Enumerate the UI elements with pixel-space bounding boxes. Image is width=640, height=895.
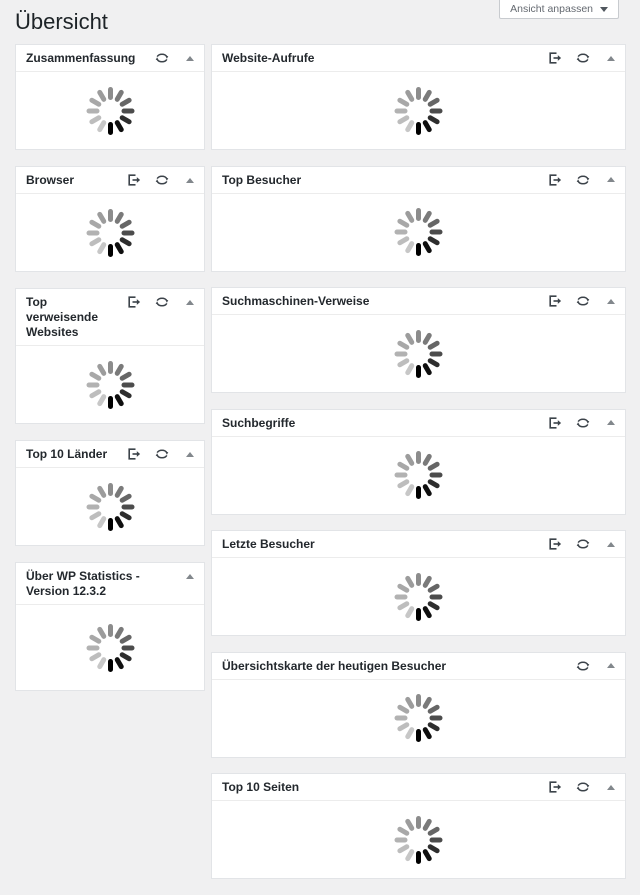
- loading-spinner: [86, 483, 134, 531]
- widget-title: Website-Aufrufe: [222, 51, 315, 65]
- loading-spinner: [86, 209, 134, 257]
- widget-body: [212, 315, 625, 392]
- export-button[interactable]: [120, 289, 148, 315]
- widget-body: [212, 558, 625, 635]
- refresh-button[interactable]: [148, 441, 176, 467]
- collapse-icon: [607, 542, 615, 547]
- widget-body: [16, 605, 204, 690]
- export-icon: [548, 781, 562, 793]
- export-button[interactable]: [541, 774, 569, 800]
- widget-title: Suchmaschinen-Verweise: [222, 294, 370, 308]
- widget-body: [212, 437, 625, 514]
- widget-body: [16, 468, 204, 545]
- loading-spinner: [395, 816, 443, 864]
- loading-spinner: [86, 87, 134, 135]
- loading-spinner: [395, 87, 443, 135]
- widget-title: Top verweisende Websites: [26, 295, 99, 339]
- collapse-icon: [186, 574, 194, 579]
- widget-title: Top Besucher: [222, 172, 302, 187]
- export-button[interactable]: [541, 288, 569, 314]
- collapse-button[interactable]: [597, 167, 625, 193]
- refresh-button[interactable]: [148, 45, 176, 71]
- widget-body: [16, 194, 204, 271]
- widget-body: [16, 346, 204, 423]
- widget-body: [16, 72, 204, 149]
- widget-header[interactable]: [16, 563, 204, 605]
- refresh-icon: [155, 52, 169, 64]
- loading-spinner: [395, 451, 443, 499]
- collapse-icon: [607, 299, 615, 304]
- refresh-icon: [576, 174, 590, 186]
- collapse-button[interactable]: [597, 531, 625, 557]
- widget-header[interactable]: [212, 774, 625, 801]
- widget-header[interactable]: [212, 45, 625, 72]
- collapse-icon: [607, 177, 615, 182]
- right-column: [211, 44, 626, 895]
- export-button[interactable]: [120, 167, 148, 193]
- export-icon: [548, 295, 562, 307]
- widget-title: Suchbegriffe: [222, 415, 296, 430]
- collapse-icon: [607, 56, 615, 61]
- widget-suchbegriffe: [211, 409, 626, 515]
- export-button[interactable]: [541, 45, 569, 71]
- widget-title: Browser: [26, 173, 75, 187]
- collapse-icon: [186, 178, 194, 183]
- widget-header[interactable]: [16, 45, 204, 72]
- refresh-button[interactable]: [569, 531, 597, 557]
- loading-spinner: [86, 361, 134, 409]
- widget-header[interactable]: [212, 288, 625, 315]
- refresh-button[interactable]: [569, 653, 597, 679]
- collapse-button[interactable]: [176, 563, 204, 589]
- widget-zusammenfassung: [15, 44, 205, 150]
- screen-options-button[interactable]: [499, 0, 619, 19]
- refresh-icon: [576, 295, 590, 307]
- loading-spinner: [395, 330, 443, 378]
- widget-header[interactable]: [16, 441, 204, 468]
- refresh-icon: [155, 296, 169, 308]
- refresh-icon: [576, 52, 590, 64]
- collapse-button[interactable]: [597, 653, 625, 679]
- page-title: Übersicht: [15, 9, 108, 34]
- refresh-icon: [155, 448, 169, 460]
- refresh-button[interactable]: [569, 774, 597, 800]
- widget-header[interactable]: [16, 167, 204, 194]
- refresh-button[interactable]: [569, 167, 597, 193]
- export-icon: [548, 52, 562, 64]
- export-icon: [127, 174, 141, 186]
- collapse-button[interactable]: [597, 288, 625, 314]
- collapse-button[interactable]: [597, 774, 625, 800]
- widget-body: [212, 194, 625, 271]
- refresh-button[interactable]: [569, 410, 597, 436]
- widget-header[interactable]: [212, 531, 625, 558]
- collapse-icon: [607, 420, 615, 425]
- collapse-icon: [607, 663, 615, 668]
- refresh-icon: [576, 417, 590, 429]
- loading-spinner: [395, 208, 443, 256]
- widget-title: Top 10 Seiten: [222, 780, 300, 794]
- widget-header[interactable]: [212, 653, 625, 680]
- export-button[interactable]: [541, 410, 569, 436]
- widget-browser: [15, 166, 205, 272]
- collapse-icon: [186, 452, 194, 457]
- refresh-button[interactable]: [569, 288, 597, 314]
- export-button[interactable]: [541, 167, 569, 193]
- collapse-button[interactable]: [176, 289, 204, 315]
- collapse-icon: [186, 300, 194, 305]
- widget-title: Top 10 Länder: [26, 447, 108, 461]
- widget-title: Über WP Statistics - Version 12.3.2: [26, 569, 140, 598]
- loading-spinner: [395, 573, 443, 621]
- refresh-button[interactable]: [148, 167, 176, 193]
- widget-top-10-seiten: [211, 773, 626, 879]
- widget-website-aufrufe: [211, 44, 626, 150]
- widget-uebersichtskarte: [211, 652, 626, 758]
- widget-header[interactable]: [212, 167, 625, 194]
- collapse-button[interactable]: [176, 441, 204, 467]
- collapse-button[interactable]: [176, 167, 204, 193]
- widget-title: Übersichtskarte der heutigen Besucher: [222, 658, 447, 673]
- screen-options-label: Ansicht anpassen: [510, 3, 593, 15]
- collapse-button[interactable]: [176, 45, 204, 71]
- widget-top-10-laender: [15, 440, 205, 546]
- loading-spinner: [395, 694, 443, 742]
- export-icon: [127, 296, 141, 308]
- export-icon: [548, 174, 562, 186]
- refresh-icon: [576, 781, 590, 793]
- export-icon: [548, 417, 562, 429]
- widget-top-besucher: [211, 166, 626, 272]
- widget-body: [212, 72, 625, 149]
- refresh-icon: [155, 174, 169, 186]
- refresh-button[interactable]: [569, 45, 597, 71]
- widget-suchmaschinen-verweise: [211, 287, 626, 393]
- collapse-button[interactable]: [597, 45, 625, 71]
- widget-body: [212, 801, 625, 878]
- refresh-icon: [576, 538, 590, 550]
- refresh-icon: [576, 660, 590, 672]
- widget-title: Letzte Besucher: [222, 537, 315, 551]
- widget-top-verweisende-websites: [15, 288, 205, 424]
- collapse-button[interactable]: [597, 410, 625, 436]
- left-column: [15, 44, 205, 707]
- widget-body: [212, 680, 625, 757]
- chevron-down-icon: [600, 7, 608, 12]
- widget-header[interactable]: [212, 410, 625, 437]
- export-button[interactable]: [120, 441, 148, 467]
- loading-spinner: [86, 624, 134, 672]
- widget-header[interactable]: [16, 289, 204, 346]
- refresh-button[interactable]: [148, 289, 176, 315]
- widget-ueber-wp-statistics: [15, 562, 205, 691]
- export-icon: [548, 538, 562, 550]
- widget-title: Zusammenfassung: [26, 51, 136, 65]
- export-button[interactable]: [541, 531, 569, 557]
- export-icon: [127, 448, 141, 460]
- widget-letzte-besucher: [211, 530, 626, 636]
- collapse-icon: [186, 56, 194, 61]
- collapse-icon: [607, 785, 615, 790]
